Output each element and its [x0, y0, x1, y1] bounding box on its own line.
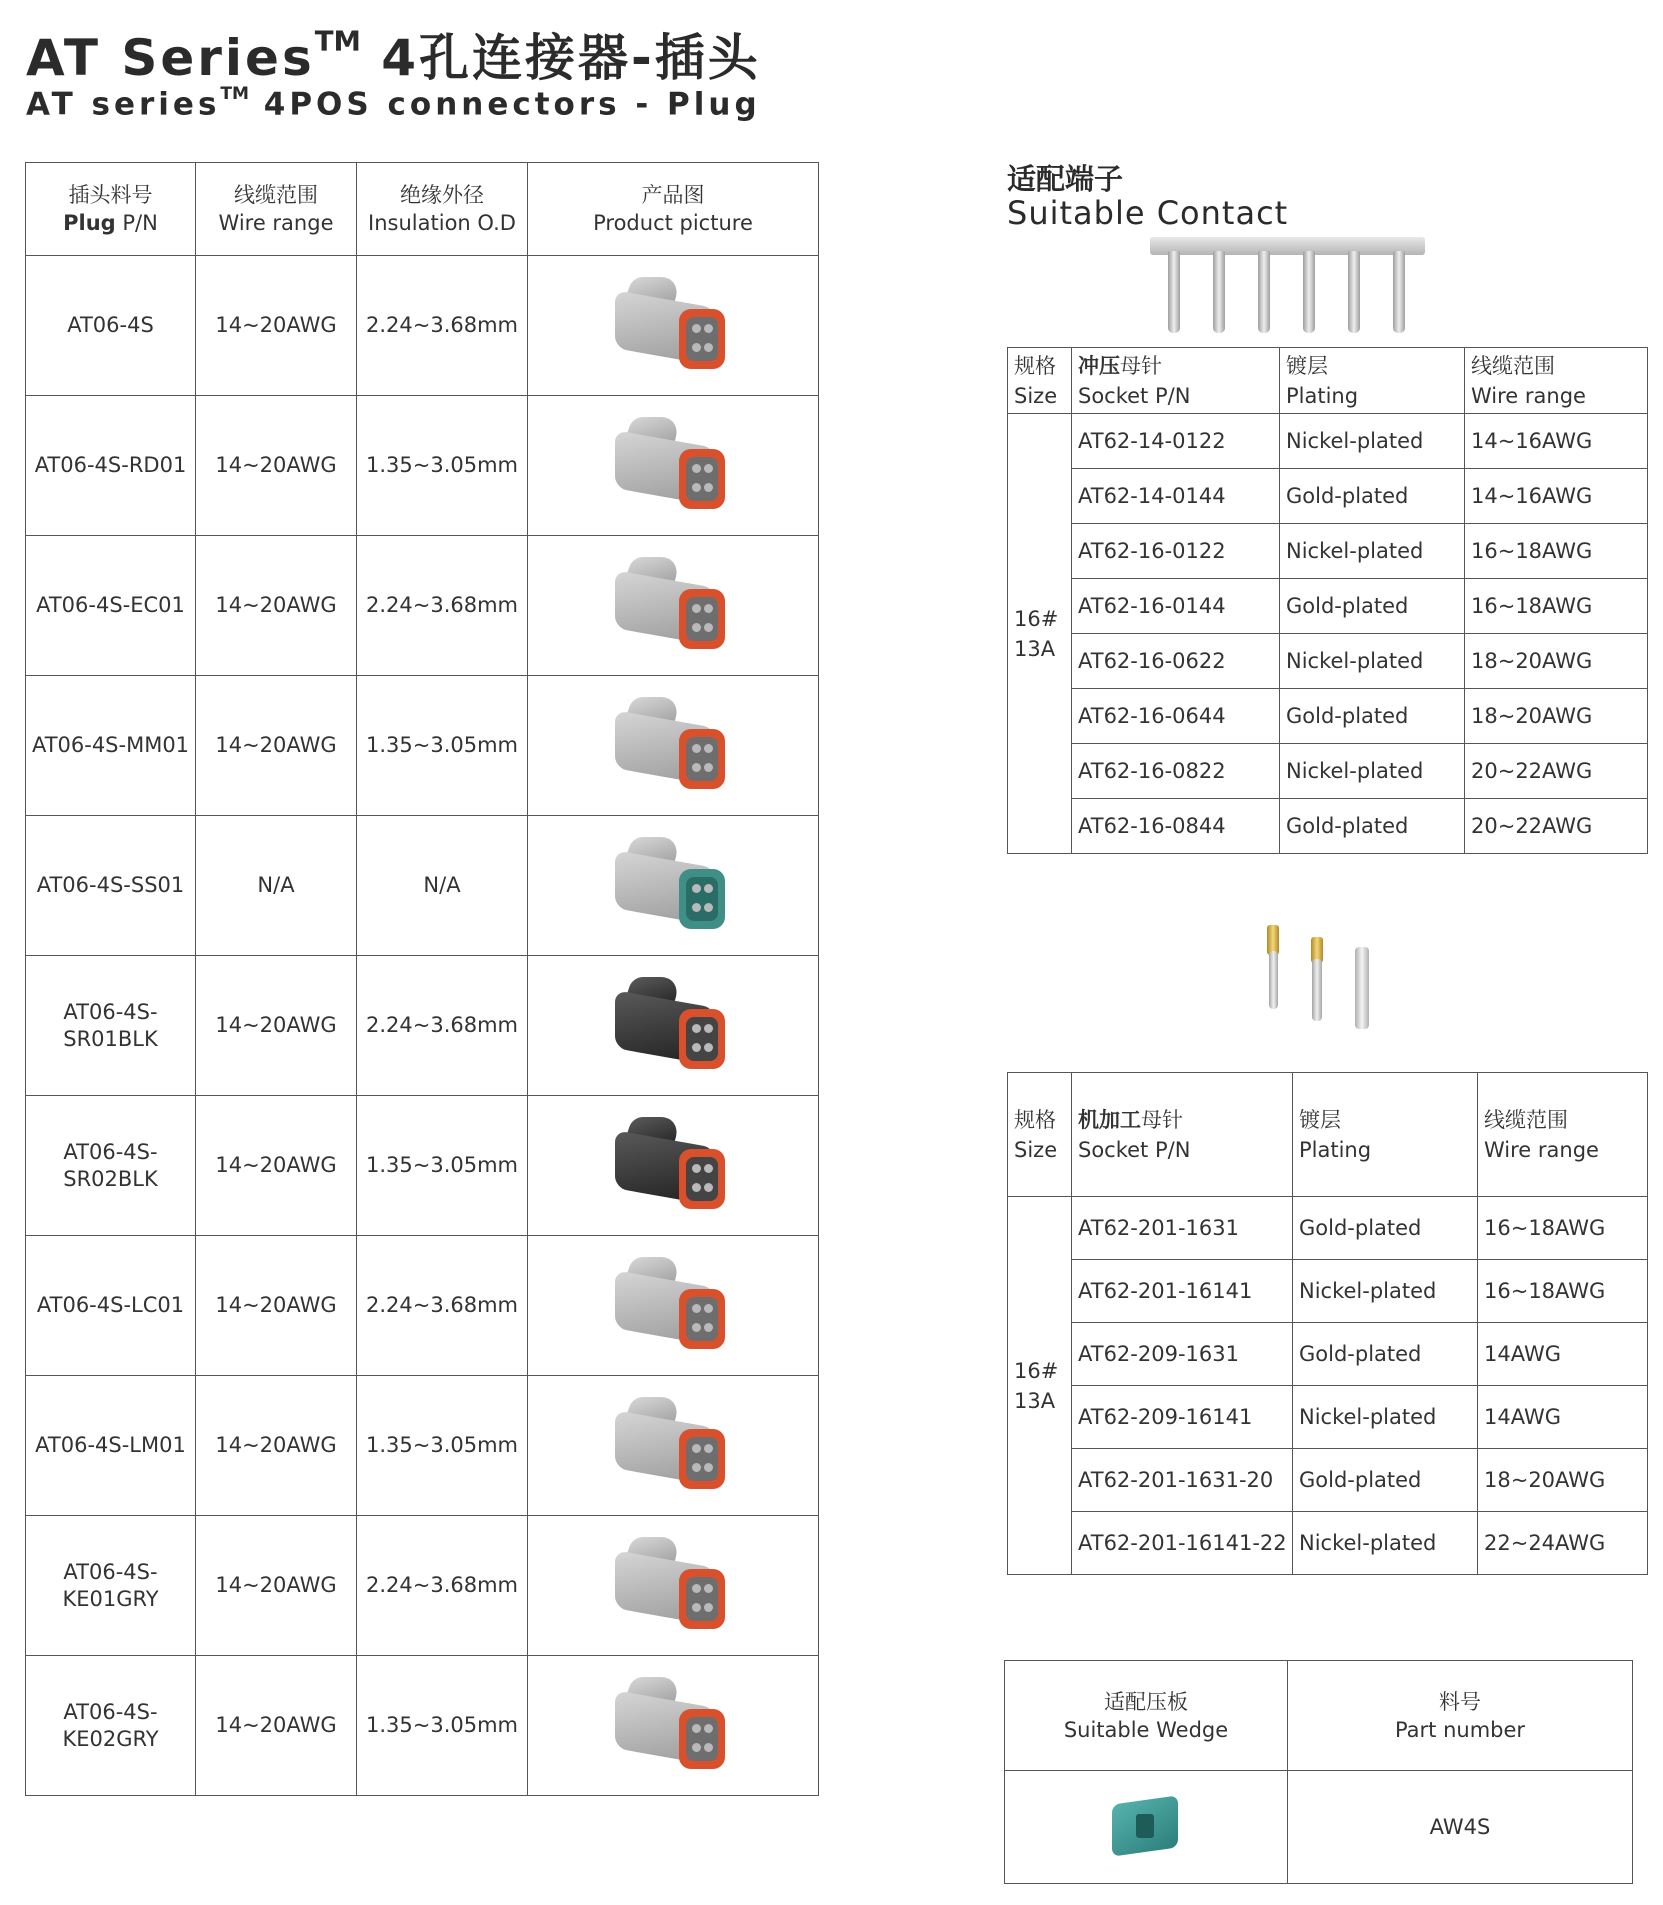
- table-row: [26, 676, 819, 816]
- plug-pn: [26, 1656, 196, 1796]
- plating: Gold-plated: [1293, 1197, 1478, 1260]
- wire-range: 20~22AWG: [1465, 799, 1648, 854]
- socket-pn: AT62-16-0644: [1072, 689, 1280, 744]
- wire-range: N/A: [196, 816, 357, 956]
- plug-pn-line2: SR01BLK: [63, 1026, 158, 1051]
- size-cell: [1008, 414, 1072, 854]
- insulation-od: 1.35~3.05mm: [357, 1096, 528, 1236]
- size-cell: [1008, 1197, 1072, 1575]
- table-row: [1008, 1512, 1648, 1575]
- wire-range: 14~20AWG: [196, 1096, 357, 1236]
- table-row: [1008, 524, 1648, 579]
- product-picture-cell: [528, 1236, 819, 1376]
- plug-pn: [26, 956, 196, 1096]
- table-row: [1008, 1386, 1648, 1449]
- table-row: [1008, 469, 1648, 524]
- table-row: [1008, 1260, 1648, 1323]
- plating: Gold-plated: [1280, 689, 1465, 744]
- page-subtitle: AT series™ 4POS connectors - Plug: [26, 84, 761, 123]
- plug-pn: [26, 1516, 196, 1656]
- insulation-od: 2.24~3.68mm: [357, 956, 528, 1096]
- plug-pn: AT06-4S-RD01: [26, 396, 196, 536]
- wire-range: 22~24AWG: [1478, 1512, 1648, 1575]
- plug-pn: AT06-4S: [26, 256, 196, 396]
- wire-range: 14~20AWG: [196, 1516, 357, 1656]
- size-line1: 16#: [1014, 606, 1059, 631]
- product-picture-cell: [528, 256, 819, 396]
- wire-range: 16~18AWG: [1478, 1260, 1648, 1323]
- header-product-picture: 产品图 Product picture: [528, 163, 819, 256]
- table-row: [1008, 1197, 1648, 1260]
- wire-range: 14~20AWG: [196, 536, 357, 676]
- page-title: AT Series™ 4孔连接器-插头: [26, 25, 761, 87]
- wire-range: 14~16AWG: [1465, 469, 1648, 524]
- plug-pn: AT06-4S-LM01: [26, 1376, 196, 1516]
- plug-table: [25, 162, 819, 1796]
- header-wire-range: 线缆范围 Wire range: [196, 163, 357, 256]
- product-picture-cell: [528, 1096, 819, 1236]
- plating: Gold-plated: [1293, 1323, 1478, 1386]
- plug-pn-line2: SR02BLK: [63, 1166, 158, 1191]
- product-picture-cell: [528, 536, 819, 676]
- stamped-contact-table: [1007, 347, 1648, 854]
- product-picture-cell: [528, 956, 819, 1096]
- product-picture-cell: [528, 396, 819, 536]
- insulation-od: 1.35~3.05mm: [357, 676, 528, 816]
- insulation-od: 2.24~3.68mm: [357, 1236, 528, 1376]
- plug-pn-line2: KE02GRY: [62, 1726, 159, 1751]
- plug-pn: AT06-4S-SS01: [26, 816, 196, 956]
- header-part-number: 料号 Part number: [1288, 1661, 1633, 1771]
- table-row: [1008, 1323, 1648, 1386]
- suitable-contact-title-en: Suitable Contact: [1007, 194, 1289, 232]
- wire-range: 14~20AWG: [196, 956, 357, 1096]
- suitable-contact-title-cn: 适配端子: [1007, 162, 1124, 196]
- socket-pn: AT62-16-0144: [1072, 579, 1280, 634]
- header-socket-pn: 机加工母针 Socket P/N: [1072, 1073, 1293, 1197]
- plug-pn: AT06-4S-MM01: [26, 676, 196, 816]
- plug-pn-line1: AT06-4S-: [63, 999, 158, 1024]
- plating: Nickel-plated: [1280, 414, 1465, 469]
- plating: Nickel-plated: [1293, 1512, 1478, 1575]
- connector-image: [613, 271, 733, 381]
- stamped-contact-strip-image: [1150, 237, 1425, 337]
- plating: Nickel-plated: [1280, 524, 1465, 579]
- plug-pn-line2: KE01GRY: [62, 1586, 159, 1611]
- plug-pn-line1: AT06-4S-: [63, 1559, 158, 1584]
- machined-contact-table: [1007, 1072, 1648, 1575]
- connector-image: [613, 1251, 733, 1361]
- wire-range: 16~18AWG: [1465, 524, 1648, 579]
- header-size: 规格 Size: [1008, 1073, 1072, 1197]
- table-row: [1008, 414, 1648, 469]
- wire-range: 14~20AWG: [196, 1656, 357, 1796]
- plug-pn: AT06-4S-EC01: [26, 536, 196, 676]
- table-row: [1008, 689, 1648, 744]
- plug-pn-line1: AT06-4S-: [63, 1139, 158, 1164]
- table-row: [26, 1516, 819, 1656]
- wire-range: 16~18AWG: [1465, 579, 1648, 634]
- wire-range: 14~20AWG: [196, 676, 357, 816]
- table-row: [26, 1376, 819, 1516]
- machined-contacts-image: [1255, 925, 1385, 1055]
- table-row: [26, 1656, 819, 1796]
- socket-pn: AT62-209-1631: [1072, 1323, 1293, 1386]
- connector-image: [613, 411, 733, 521]
- table-row: [1008, 744, 1648, 799]
- socket-pn: AT62-201-1631: [1072, 1197, 1293, 1260]
- insulation-od: 1.35~3.05mm: [357, 396, 528, 536]
- table-row: [26, 256, 819, 396]
- plating: Gold-plated: [1280, 469, 1465, 524]
- table-row: [1008, 1449, 1648, 1512]
- insulation-od: 2.24~3.68mm: [357, 256, 528, 396]
- wire-range: 16~18AWG: [1478, 1197, 1648, 1260]
- connector-image: [613, 1391, 733, 1501]
- header-wire-range: 线缆范围 Wire range: [1478, 1073, 1648, 1197]
- socket-pn: AT62-201-16141-22: [1072, 1512, 1293, 1575]
- header-socket-pn: 冲压母针 Socket P/N: [1072, 348, 1280, 414]
- socket-pn: AT62-14-0122: [1072, 414, 1280, 469]
- wedge-image-cell: [1005, 1771, 1288, 1884]
- plating: Nickel-plated: [1293, 1260, 1478, 1323]
- header-plating: 镀层 Plating: [1293, 1073, 1478, 1197]
- table-row: [26, 816, 819, 956]
- product-picture-cell: [528, 1376, 819, 1516]
- socket-pn: AT62-16-0844: [1072, 799, 1280, 854]
- wire-range: 14AWG: [1478, 1323, 1648, 1386]
- wire-range: 14~20AWG: [196, 1236, 357, 1376]
- size-line1: 16#: [1014, 1358, 1059, 1383]
- table-row: [26, 1236, 819, 1376]
- header-insulation-od: 绝缘外径 Insulation O.D: [357, 163, 528, 256]
- header-plating: 镀层 Plating: [1280, 348, 1465, 414]
- insulation-od: 1.35~3.05mm: [357, 1376, 528, 1516]
- product-picture-cell: [528, 1516, 819, 1656]
- table-row: [26, 396, 819, 536]
- socket-pn: AT62-16-0122: [1072, 524, 1280, 579]
- table-row: [1008, 579, 1648, 634]
- wedge-image: [1106, 1792, 1186, 1862]
- wire-range: 20~22AWG: [1465, 744, 1648, 799]
- insulation-od: N/A: [357, 816, 528, 956]
- wire-range: 18~20AWG: [1465, 689, 1648, 744]
- product-picture-cell: [528, 676, 819, 816]
- socket-pn: AT62-201-16141: [1072, 1260, 1293, 1323]
- socket-pn: AT62-201-1631-20: [1072, 1449, 1293, 1512]
- socket-pn: AT62-14-0144: [1072, 469, 1280, 524]
- wire-range: 14~20AWG: [196, 1376, 357, 1516]
- connector-image: [613, 831, 733, 941]
- plating: Nickel-plated: [1280, 634, 1465, 689]
- socket-pn: AT62-16-0822: [1072, 744, 1280, 799]
- plug-pn: AT06-4S-LC01: [26, 1236, 196, 1376]
- socket-pn: AT62-209-16141: [1072, 1386, 1293, 1449]
- size-line2: 13A: [1014, 636, 1056, 661]
- table-row: [1008, 634, 1648, 689]
- plating: Nickel-plated: [1293, 1386, 1478, 1449]
- connector-image: [613, 1671, 733, 1781]
- table-row: [1008, 799, 1648, 854]
- wedge-part-number: AW4S: [1288, 1771, 1633, 1884]
- connector-image: [613, 1531, 733, 1641]
- product-picture-cell: [528, 1656, 819, 1796]
- plating: Gold-plated: [1293, 1449, 1478, 1512]
- plug-pn-line1: AT06-4S-: [63, 1699, 158, 1724]
- wire-range: 18~20AWG: [1478, 1449, 1648, 1512]
- socket-pn: AT62-16-0622: [1072, 634, 1280, 689]
- connector-image: [613, 1111, 733, 1221]
- table-row: [26, 536, 819, 676]
- header-wire-range: 线缆范围 Wire range: [1465, 348, 1648, 414]
- connector-image: [613, 551, 733, 661]
- wire-range: 18~20AWG: [1465, 634, 1648, 689]
- product-picture-cell: [528, 816, 819, 956]
- connector-image: [613, 691, 733, 801]
- wire-range: 14~16AWG: [1465, 414, 1648, 469]
- insulation-od: 2.24~3.68mm: [357, 1516, 528, 1656]
- header-plug-pn: 插头料号 Plug P/N: [26, 163, 196, 256]
- insulation-od: 1.35~3.05mm: [357, 1656, 528, 1796]
- header-suitable-wedge: 适配压板 Suitable Wedge: [1005, 1661, 1288, 1771]
- plating: Gold-plated: [1280, 799, 1465, 854]
- wire-range: 14AWG: [1478, 1386, 1648, 1449]
- header-size: 规格 Size: [1008, 348, 1072, 414]
- connector-image: [613, 971, 733, 1081]
- wire-range: 14~20AWG: [196, 256, 357, 396]
- insulation-od: 2.24~3.68mm: [357, 536, 528, 676]
- table-row: [26, 956, 819, 1096]
- wedge-table: [1004, 1660, 1633, 1884]
- size-line2: 13A: [1014, 1388, 1056, 1413]
- plating: Gold-plated: [1280, 579, 1465, 634]
- plating: Nickel-plated: [1280, 744, 1465, 799]
- table-row: [26, 1096, 819, 1236]
- wire-range: 14~20AWG: [196, 396, 357, 536]
- plug-pn: [26, 1096, 196, 1236]
